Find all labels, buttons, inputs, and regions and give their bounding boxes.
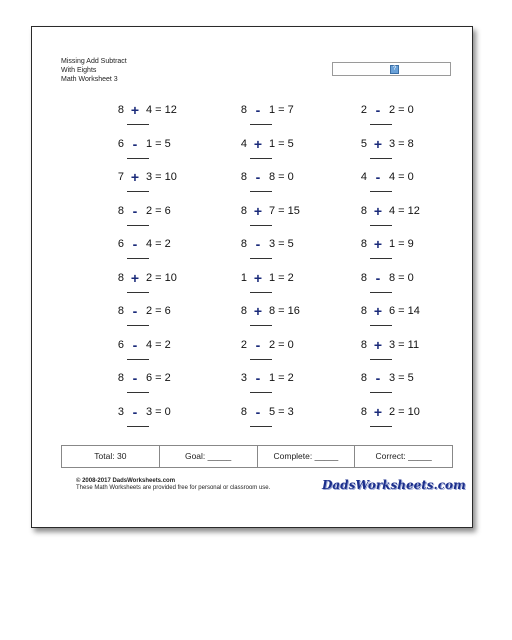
- answer-blank[interactable]: [127, 426, 149, 427]
- problem-equation: [225, 170, 325, 184]
- equation-remainder: 8 = 0: [269, 171, 294, 183]
- equation-remainder: 4 = 2: [146, 238, 171, 250]
- equation-remainder: 4 = 0: [389, 171, 414, 183]
- answer-blank[interactable]: [250, 158, 272, 159]
- equation-remainder: 1 = 7: [269, 104, 294, 116]
- equation-remainder: 1 = 5: [146, 137, 171, 150]
- total-cell: Total: 30: [62, 446, 160, 467]
- complete-cell[interactable]: Complete: _____: [258, 446, 356, 467]
- title-line-1: Missing Add Subtract: [61, 58, 127, 65]
- problem-equation: [345, 338, 445, 352]
- minus-sign-icon: -: [375, 370, 381, 386]
- first-number: 6: [117, 338, 124, 351]
- equation-remainder: 2 = 6: [146, 305, 171, 317]
- minus-sign-icon: -: [375, 102, 381, 118]
- problem-equation: [102, 271, 202, 285]
- minus-sign-icon: -: [132, 403, 138, 420]
- answer-blank[interactable]: [370, 292, 392, 293]
- answer-blank[interactable]: [370, 426, 392, 427]
- equation-remainder: 7 = 15: [269, 204, 300, 217]
- problem-item: [345, 330, 445, 363]
- equation-remainder: 2 = 6: [146, 204, 171, 217]
- problem-equation: [102, 103, 202, 117]
- plus-sign-icon: +: [130, 102, 140, 118]
- minus-sign-icon: -: [132, 202, 138, 219]
- problem-item: [102, 296, 202, 329]
- first-number: 2: [240, 338, 247, 351]
- correct-cell[interactable]: Correct: _____: [375, 451, 432, 461]
- first-number: 8: [360, 405, 367, 418]
- copyright-line-1: © 2008-2017 DadsWorksheets.com: [76, 478, 176, 484]
- minus-sign-icon: -: [255, 403, 261, 420]
- first-number: 4: [240, 137, 247, 150]
- equation-remainder: 6 = 14: [389, 305, 420, 317]
- problem-item: [225, 363, 325, 396]
- plus-sign-icon: +: [130, 269, 140, 286]
- equation-remainder: 6 = 2: [146, 372, 171, 384]
- problem-equation: [345, 371, 445, 385]
- minus-sign-icon: -: [132, 303, 138, 319]
- minus-sign-icon: -: [255, 102, 261, 118]
- minus-sign-icon: -: [132, 135, 138, 152]
- problem-equation: [345, 405, 445, 419]
- equation-remainder: 3 = 11: [389, 338, 420, 351]
- first-number: 6: [117, 137, 124, 150]
- answer-blank[interactable]: [127, 158, 149, 159]
- problem-item: [102, 229, 202, 262]
- plus-sign-icon: +: [130, 169, 140, 185]
- copyright-line-2: These Math Worksheets are provided free for personal or classroom use.: [76, 485, 271, 491]
- problem-item: [102, 129, 202, 162]
- problem-equation: [102, 338, 202, 352]
- equation-remainder: 2 = 0: [269, 338, 294, 351]
- answer-blank[interactable]: [250, 225, 272, 226]
- answer-blank[interactable]: [250, 258, 272, 259]
- first-number: 8: [360, 204, 367, 217]
- minus-sign-icon: -: [255, 169, 261, 185]
- problem-item: [102, 397, 202, 430]
- answer-blank[interactable]: [127, 225, 149, 226]
- first-number: 4: [360, 171, 367, 183]
- answer-blank[interactable]: [250, 359, 272, 360]
- problem-equation: [225, 271, 325, 285]
- answer-blank[interactable]: [370, 258, 392, 259]
- answer-blank[interactable]: [370, 392, 392, 393]
- problem-item: [225, 95, 325, 128]
- problem-item: [225, 129, 325, 162]
- equation-remainder: 1 = 2: [269, 271, 294, 284]
- problem-equation: [225, 103, 325, 117]
- score-table: [61, 445, 453, 468]
- problem-equation: [102, 304, 202, 318]
- first-number: 3: [117, 405, 124, 418]
- plus-sign-icon: +: [253, 269, 263, 286]
- answer-blank[interactable]: [127, 325, 149, 326]
- equation-remainder: 4 = 12: [389, 204, 420, 217]
- worksheet-title: [61, 57, 127, 84]
- problem-equation: [225, 204, 325, 218]
- equation-remainder: 8 = 16: [269, 305, 300, 317]
- problem-equation: [345, 237, 445, 251]
- answer-blank[interactable]: [250, 426, 272, 427]
- equation-remainder: 1 = 5: [269, 137, 294, 150]
- plus-sign-icon: +: [253, 303, 263, 319]
- first-number: 8: [240, 104, 247, 116]
- answer-blank[interactable]: [370, 191, 392, 192]
- equation-remainder: 5 = 3: [269, 405, 294, 418]
- answer-blank[interactable]: [127, 124, 149, 125]
- minus-sign-icon: -: [375, 269, 381, 286]
- first-number: 8: [117, 104, 124, 116]
- problem-equation: [345, 170, 445, 184]
- problem-item: [345, 95, 445, 128]
- first-number: 1: [240, 271, 247, 284]
- plus-sign-icon: +: [253, 202, 263, 219]
- first-number: 8: [360, 271, 367, 284]
- problem-item: [102, 162, 202, 195]
- first-number: 8: [117, 271, 124, 284]
- problem-item: [345, 397, 445, 430]
- plus-sign-icon: +: [253, 135, 263, 152]
- answer-blank[interactable]: [127, 191, 149, 192]
- first-number: 8: [360, 238, 367, 250]
- problem-item: [102, 95, 202, 128]
- first-number: 8: [117, 305, 124, 317]
- first-number: 8: [117, 204, 124, 217]
- problem-equation: [345, 137, 445, 151]
- equation-remainder: 3 = 10: [146, 171, 177, 183]
- minus-sign-icon: -: [255, 236, 261, 252]
- problem-equation: [102, 204, 202, 218]
- problem-equation: [102, 237, 202, 251]
- plus-sign-icon: +: [373, 303, 383, 319]
- first-number: 3: [240, 372, 247, 384]
- problem-item: [225, 397, 325, 430]
- problem-item: [225, 162, 325, 195]
- problem-equation: [345, 103, 445, 117]
- problem-item: [102, 330, 202, 363]
- site-logo[interactable]: DadsWorksheets.com: [322, 478, 466, 492]
- problem-item: [225, 229, 325, 262]
- answer-blank[interactable]: [370, 325, 392, 326]
- first-number: 8: [240, 405, 247, 418]
- answer-blank[interactable]: [370, 225, 392, 226]
- equation-remainder: 8 = 0: [389, 271, 414, 284]
- minus-sign-icon: -: [132, 236, 138, 252]
- problem-item: [102, 363, 202, 396]
- first-number: 2: [360, 104, 367, 116]
- problem-item: [345, 263, 445, 296]
- problem-equation: [102, 405, 202, 419]
- problem-equation: [102, 170, 202, 184]
- problem-equation: [225, 304, 325, 318]
- first-number: 5: [360, 137, 367, 150]
- first-number: 6: [117, 238, 124, 250]
- problem-equation: [345, 304, 445, 318]
- equation-remainder: 3 = 0: [146, 405, 171, 418]
- problem-equation: [102, 137, 202, 151]
- problem-item: [225, 263, 325, 296]
- problem-equation: [345, 204, 445, 218]
- minus-sign-icon: -: [255, 370, 261, 386]
- plus-sign-icon: +: [373, 236, 383, 252]
- copyright-notice: [76, 478, 270, 492]
- name-field[interactable]: [332, 62, 451, 76]
- problem-item: [345, 363, 445, 396]
- problem-item: [225, 196, 325, 229]
- problem-equation: [225, 338, 325, 352]
- problem-item: [345, 196, 445, 229]
- first-number: 8: [360, 305, 367, 317]
- problem-item: [225, 330, 325, 363]
- equation-remainder: 3 = 5: [269, 238, 294, 250]
- minus-sign-icon: -: [132, 370, 138, 386]
- answer-blank[interactable]: [250, 392, 272, 393]
- answer-blank[interactable]: [127, 258, 149, 259]
- first-number: 8: [360, 372, 367, 384]
- plus-sign-icon: +: [373, 202, 383, 219]
- equation-remainder: 3 = 5: [389, 372, 414, 384]
- answer-blank[interactable]: [370, 158, 392, 159]
- equation-remainder: 3 = 8: [389, 137, 414, 150]
- answer-blank[interactable]: [250, 325, 272, 326]
- title-line-3: Math Worksheet 3: [61, 76, 118, 83]
- problem-equation: [225, 137, 325, 151]
- problem-equation: [225, 237, 325, 251]
- answer-blank[interactable]: [370, 359, 392, 360]
- equation-remainder: 2 = 10: [146, 271, 177, 284]
- first-number: 8: [117, 372, 124, 384]
- title-line-2: With Eights: [61, 67, 97, 74]
- first-number: 8: [240, 171, 247, 183]
- answer-blank[interactable]: [250, 292, 272, 293]
- answer-blank[interactable]: [127, 392, 149, 393]
- minus-sign-icon: -: [255, 336, 261, 353]
- worksheet-page: [31, 26, 473, 528]
- first-number: 8: [240, 305, 247, 317]
- problem-item: [345, 129, 445, 162]
- equation-remainder: 2 = 10: [389, 405, 420, 418]
- problem-item: [345, 296, 445, 329]
- equation-remainder: 2 = 0: [389, 104, 414, 116]
- field-marker-icon: ?: [390, 65, 399, 74]
- first-number: 8: [240, 238, 247, 250]
- problem-equation: [345, 271, 445, 285]
- equation-remainder: 1 = 2: [269, 372, 294, 384]
- first-number: 7: [117, 171, 124, 183]
- first-number: 8: [240, 204, 247, 217]
- problem-equation: [225, 405, 325, 419]
- problem-item: [345, 229, 445, 262]
- equation-remainder: 4 = 2: [146, 338, 171, 351]
- problem-equation: [102, 371, 202, 385]
- equation-remainder: 4 = 12: [146, 104, 177, 116]
- answer-blank[interactable]: [250, 124, 272, 125]
- problem-grid: [32, 95, 472, 435]
- minus-sign-icon: -: [375, 169, 381, 185]
- problem-item: [225, 296, 325, 329]
- problem-item: [102, 196, 202, 229]
- answer-blank[interactable]: [127, 292, 149, 293]
- answer-blank[interactable]: [250, 191, 272, 192]
- answer-blank[interactable]: [127, 359, 149, 360]
- plus-sign-icon: +: [373, 336, 383, 353]
- plus-sign-icon: +: [373, 135, 383, 152]
- problem-item: [345, 162, 445, 195]
- problem-item: [102, 263, 202, 296]
- minus-sign-icon: -: [132, 336, 138, 353]
- goal-cell[interactable]: Goal: _____: [160, 446, 258, 467]
- plus-sign-icon: +: [373, 403, 383, 420]
- first-number: 8: [360, 338, 367, 351]
- equation-remainder: 1 = 9: [389, 238, 414, 250]
- answer-blank[interactable]: [370, 124, 392, 125]
- problem-equation: [225, 371, 325, 385]
